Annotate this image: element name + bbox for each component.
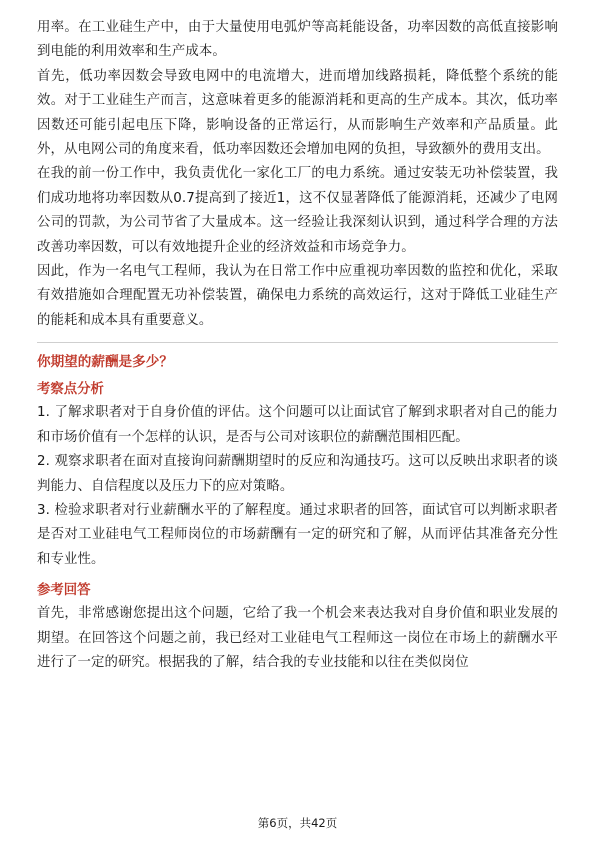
answer-text: 首先，非常感谢您提出这个问题，它给了我一个机会来表达我对自身价值和职业发展的期望。在回答这个问题之前，我已经对工业硅电气工程师这一岗位在市场上的薪酬水平进行了一定的研究。根据我的了解，结合我的专业技能和以往在类似岗位: [37, 606, 558, 670]
analysis-item: 3. 检验求职者对行业薪酬水平的了解程度。通过求职者的回答，面试官可以判断求职者是否对工业硅电气工程师岗位的市场薪酬有一定的研究和了解，从而评估其准备充分性和专业性。: [37, 502, 558, 567]
analysis-item: 2. 观察求职者在面对直接询问薪酬期望时的反应和沟通技巧。这可以反映出求职者的谈判能力、自信程度以及压力下的应对策略。: [37, 454, 558, 494]
body-paragraph: 因此，作为一名电气工程师，我认为在日常工作中应重视功率因数的监控和优化，采取有效措施如合理配置无功补偿装置，确保电力系统的高效运行，这对于降低工业硅生产的能耗和成本具有重要意义。: [37, 264, 558, 328]
body-paragraph: 用率。在工业硅生产中，由于大量使用电弧炉等高耗能设备，功率因数的高低直接影响到电能的利用效率和生产成本。: [37, 20, 558, 60]
body-paragraph: 首先，低功率因数会导致电网中的电流增大，进而增加线路损耗，降低整个系统的能效。对于工业硅生产而言，这意味着更多的能源消耗和更高的生产成本。其次，低功率因数还可能引起电压下降，影响设备的正常运行，从而影响生产效率和产品质量。此外，从电网公司的角度来看，低功率因数还会增加电网的负担，导致额外的费用支出。: [37, 68, 558, 158]
answer-label: 参考回答: [37, 583, 91, 599]
analysis-item: 1. 了解求职者对于自身价值的评估。这个问题可以让面试官了解到求职者对自己的能力和市场价值有一个怎样的认识，是否与公司对该职位的薪酬范围相匹配。: [37, 405, 558, 445]
question-heading: 你期望的薪酬是多少？: [37, 354, 173, 371]
body-paragraph: 在我的前一份工作中，我负责优化一家化工厂的电力系统。通过安装无功补偿装置，我们成功地将功率因数从0.7提高到了接近1，这不仅显著降低了能源消耗，还减少了电网公司的罚款，为公司节省了大量成本。这一经验让我深刻认识到，通过科学合理的方法改善功率因数，可以有效地提升企业的经济效益和市场竞争力。: [37, 166, 558, 255]
section-divider: [37, 342, 558, 343]
document-page: [37, 16, 558, 675]
page-number: 第6页，共42页: [257, 816, 338, 830]
analysis-label: 考察点分析: [37, 382, 104, 398]
